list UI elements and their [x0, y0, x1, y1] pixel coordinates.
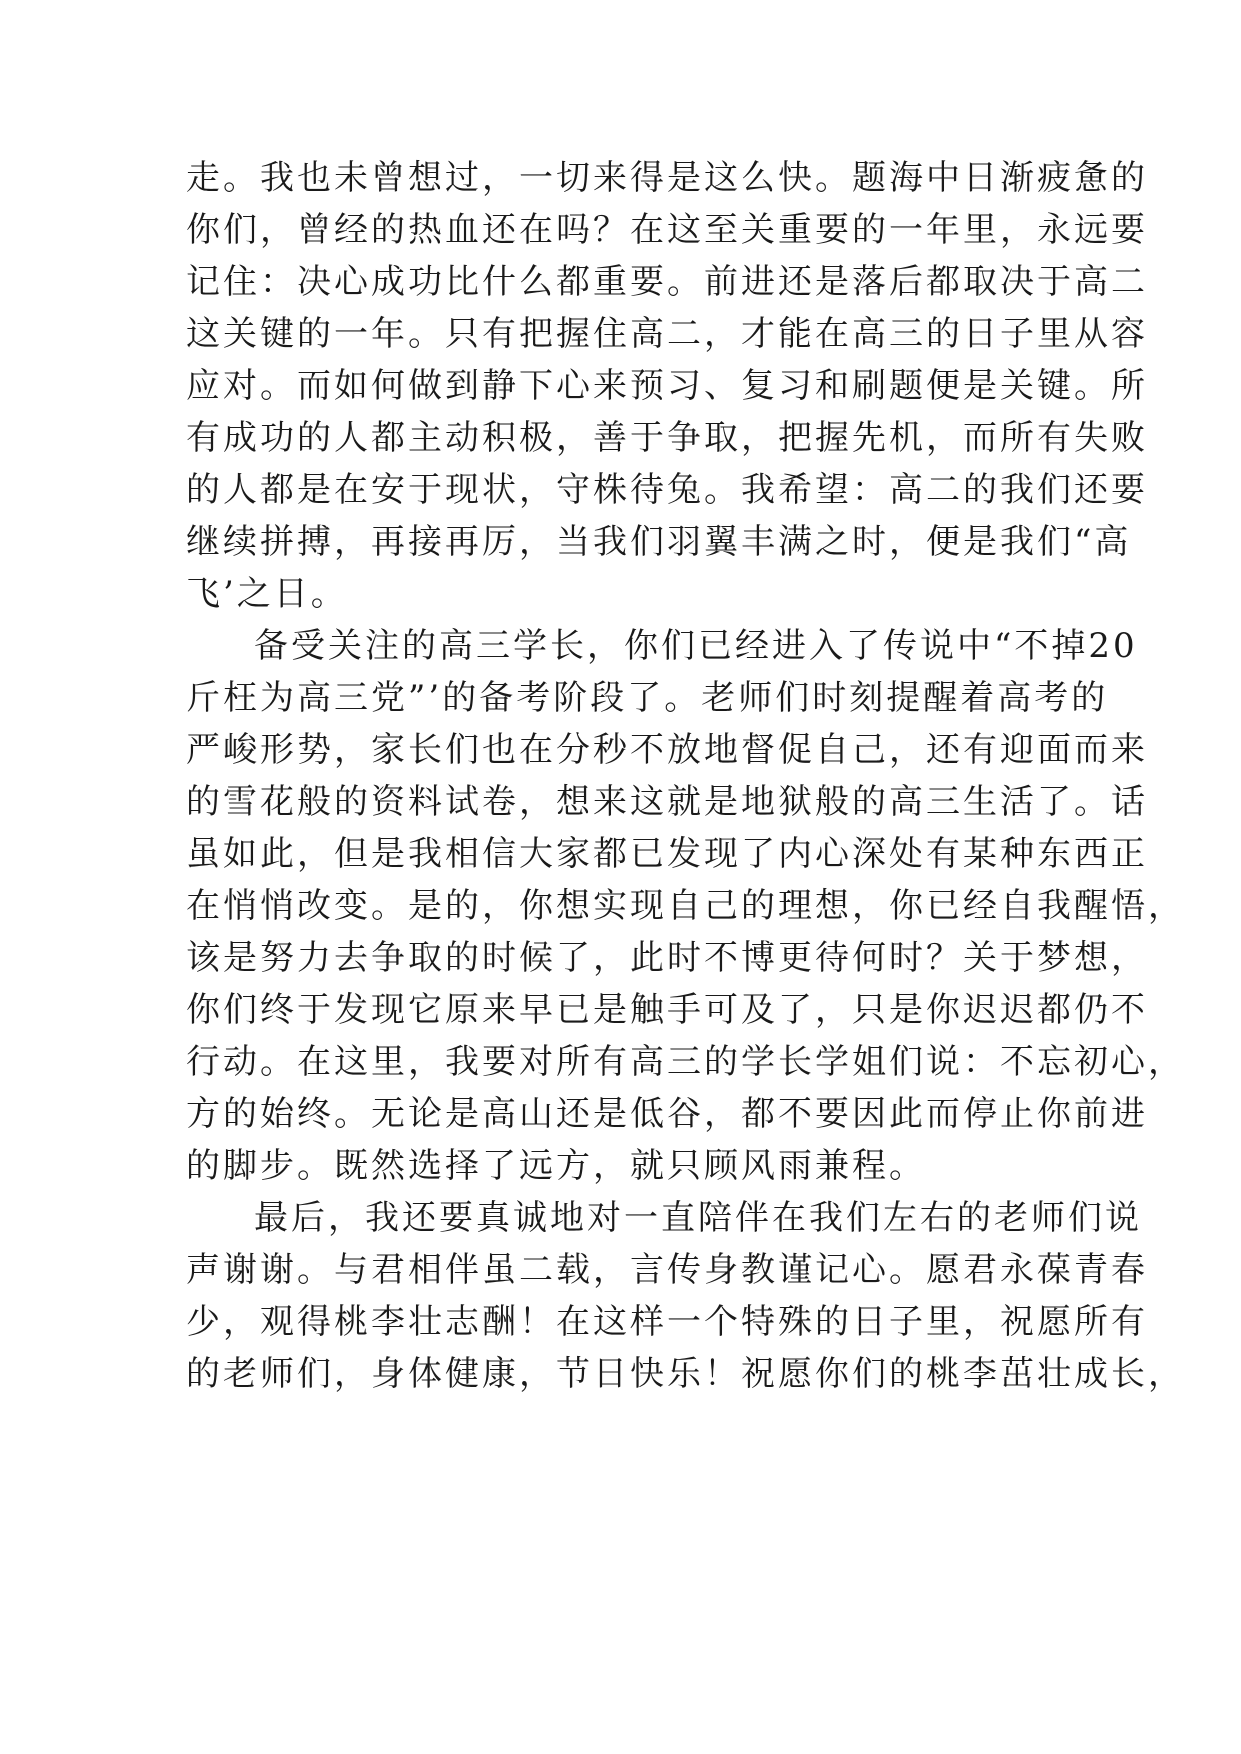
text-line: 在悄悄改变。是的，你想实现自己的理想，你已经自我醒悟，: [186, 886, 1185, 926]
text-line: 的脚步。既然选择了远方，就只顾风雨兼程。: [186, 1146, 926, 1186]
text-line: 的雪花般的资料试卷，想来这就是地狱般的高三生活了。话: [186, 782, 1148, 822]
text-line: 斤枉为高三党”’的备考阶段了。老师们时刻提醒着高考的: [186, 678, 1109, 718]
text-line: 走。我也未曾想过，一切来得是这么快。题海中日渐疲惫的: [186, 158, 1148, 198]
text-line: 备受关注的高三学长，你们已经进入了传说中“不掉20: [254, 626, 1138, 666]
text-line: 你们终于发现它原来早已是触手可及了，只是你迟迟都仍不: [186, 990, 1148, 1030]
paragraph-1: [186, 152, 1148, 620]
text-line: 该是努力去争取的时候了，此时不博更待何时？关于梦想，: [186, 938, 1148, 978]
text-line: 记住：决心成功比什么都重要。前进还是落后都取决于高二: [186, 262, 1148, 302]
text-line: 最后，我还要真诚地对一直陪伴在我们左右的老师们说: [254, 1198, 1142, 1238]
text-line: 声谢谢。与君相伴虽二载，言传身教谨记心。愿君永葆青春: [186, 1250, 1148, 1290]
text-line: 飞’之日。: [186, 574, 348, 614]
paragraph-2: [186, 620, 1185, 1192]
text-line: 应对。而如何做到静下心来预习、复习和刷题便是关键。所: [186, 366, 1148, 406]
text-line: 严峻形势，家长们也在分秒不放地督促自己，还有迎面而来: [186, 730, 1148, 770]
paragraph-3: [186, 1192, 1185, 1400]
text-line: 虽如此，但是我相信大家都已发现了内心深处有某种东西正: [186, 834, 1148, 874]
text-line: 少，观得桃李壮志酬！在这样一个特殊的日子里，祝愿所有: [186, 1302, 1148, 1342]
text-line: 这关键的一年。只有把握住高二，才能在高三的日子里从容: [186, 314, 1148, 354]
text-line: 的人都是在安于现状，守株待兔。我希望：高二的我们还要: [186, 470, 1148, 510]
text-line: 行动。在这里，我要对所有高三的学长学姐们说：不忘初心，: [186, 1042, 1185, 1082]
text-line: 方的始终。无论是高山还是低谷，都不要因此而停止你前进: [186, 1094, 1148, 1134]
text-line: 继续拼搏，再接再厉，当我们羽翼丰满之时，便是我们“高: [186, 522, 1132, 562]
body-text: [186, 152, 1185, 1400]
text-line: 有成功的人都主动积极，善于争取，把握先机，而所有失败: [186, 418, 1148, 458]
text-line: 你们，曾经的热血还在吗？在这至关重要的一年里，永远要: [186, 210, 1148, 250]
text-line: 的老师们，身体健康，节日快乐！祝愿你们的桃李茁壮成长，: [186, 1354, 1185, 1394]
